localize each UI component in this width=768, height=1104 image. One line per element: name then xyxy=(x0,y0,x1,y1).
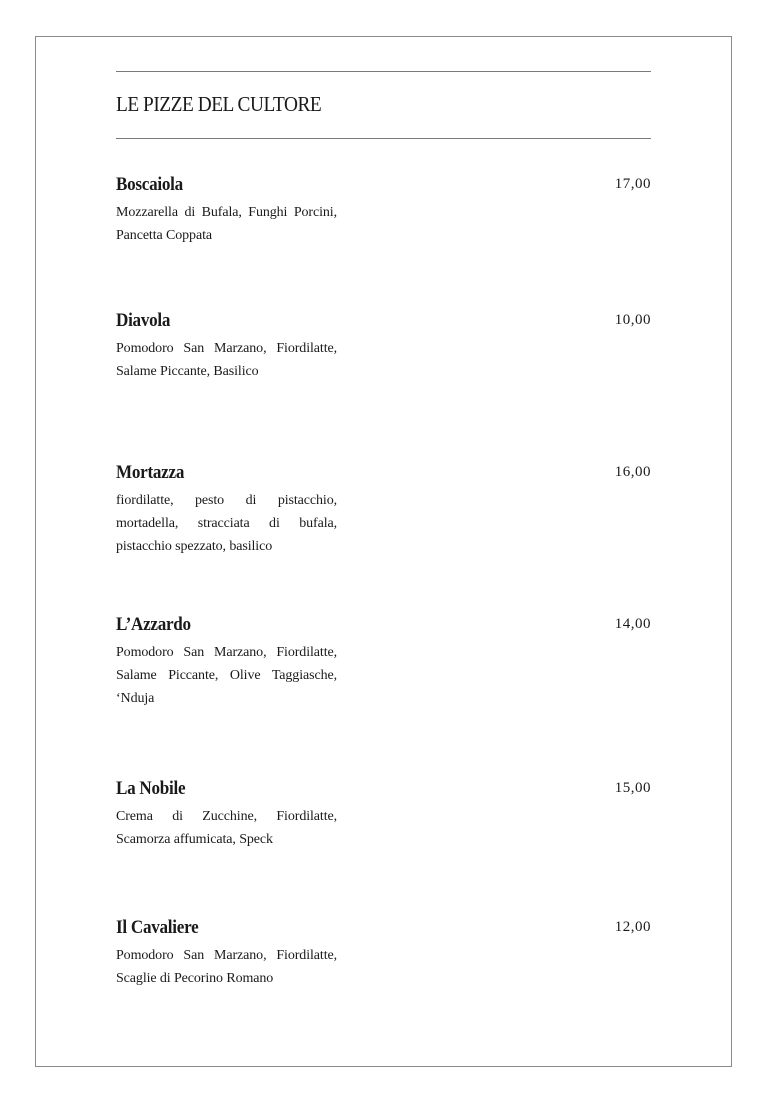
item-name: La Nobile xyxy=(116,778,186,799)
item-price: 16,00 xyxy=(614,464,651,480)
item-description: Pomodoro San Marzano, Fiordilatte, Scaglie di Pecorino Romano xyxy=(116,948,337,986)
item-name: L’Azzardo xyxy=(116,614,191,635)
menu-title: LE PIZZE DEL CULTORE xyxy=(116,92,322,116)
item-name: Il Cavaliere xyxy=(116,917,199,938)
top-divider xyxy=(116,71,651,72)
item-description: Pomodoro San Marzano, Fiordilatte, Salame Piccante, Olive Taggiasche, ‘Nduja xyxy=(116,645,337,706)
item-price: 14,00 xyxy=(614,616,651,632)
item-description: Mozzarella di Bufala, Funghi Porcini, Pancetta Coppata xyxy=(116,205,337,243)
item-name: Diavola xyxy=(116,310,171,331)
item-price: 17,00 xyxy=(614,176,651,192)
item-description: Pomodoro San Marzano, Fiordilatte, Salame Piccante, Basilico xyxy=(116,341,337,379)
title-divider xyxy=(116,138,651,139)
item-description: fiordilatte, pesto di pistacchio, mortadella, stracciata di bufala, pistacchio spezzato, basilico xyxy=(116,493,337,554)
item-name: Mortazza xyxy=(116,462,185,483)
item-name: Boscaiola xyxy=(116,174,183,195)
item-price: 12,00 xyxy=(614,919,651,935)
item-price: 10,00 xyxy=(614,312,651,328)
item-price: 15,00 xyxy=(614,780,651,796)
item-description: Crema di Zucchine, Fiordilatte, Scamorza affumicata, Speck xyxy=(116,809,337,847)
